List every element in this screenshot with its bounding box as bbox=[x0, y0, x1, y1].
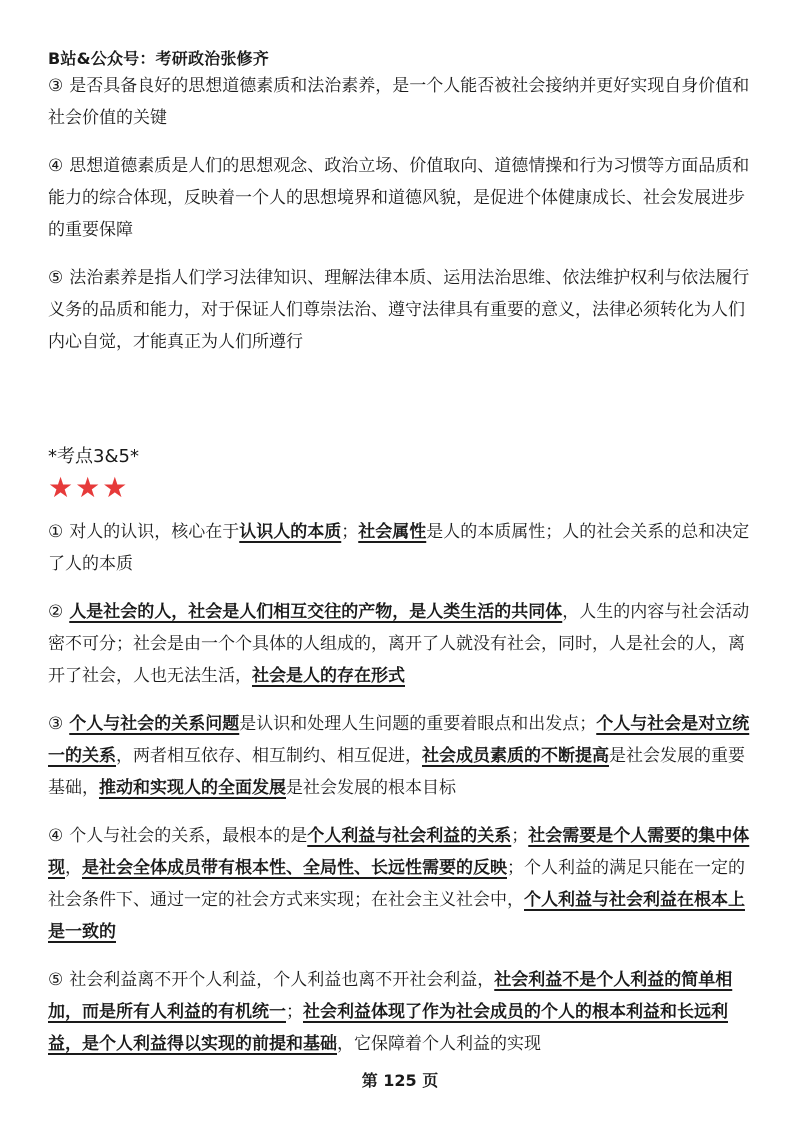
paragraph-text bbox=[48, 262, 758, 358]
key-phrase: 个人与社会的关系问题 bbox=[69, 714, 240, 734]
paragraph-top-4 bbox=[48, 150, 758, 246]
key-phrase: 是社会全体成员带有根本性、全局性、长远性需要的反映 bbox=[82, 858, 507, 878]
text-segment: ，人生的内容与社会活动密不可分；社会是由一个个具体的人组成的，离开了人就没有社会，同时，人是社会的人，离开了社会，人也无法生活， bbox=[48, 602, 750, 686]
text-segment: ； bbox=[286, 1002, 303, 1022]
key-phrase: 个人利益与社会利益的关系 bbox=[307, 826, 512, 846]
text-segment: 是社会发展的根本目标 bbox=[286, 778, 456, 798]
text-segment: 社会利益离不开个人利益，个人利益也离不开社会利益， bbox=[69, 970, 495, 990]
text-segment: 是否具备良好的思想道德素质和法治素养，是一个人能否被社会接纳并更好实现自身价值和社会价值的关键 bbox=[48, 76, 750, 128]
paragraph-top-5 bbox=[48, 262, 758, 358]
key-phrase: 社会需要是个人需要的集中体现 bbox=[48, 826, 750, 878]
star-rating-icon: ★★★ bbox=[48, 471, 130, 504]
section-title: *考点3&5* bbox=[48, 446, 139, 467]
point-1 bbox=[48, 516, 758, 580]
point-3 bbox=[48, 708, 758, 804]
key-phrase: 社会利益不是个人利益的简单相加，而是所有人利益的有机统一 bbox=[48, 970, 733, 1022]
text-segment: 对人的认识，核心在于 bbox=[69, 522, 240, 542]
item-number: ① bbox=[48, 522, 64, 542]
text-segment: ，它保障着个人利益的实现 bbox=[337, 1034, 541, 1054]
key-phrase: 个人利益与社会利益在根本上是一致的 bbox=[48, 890, 745, 942]
key-phrase: 认识人的本质 bbox=[239, 522, 342, 542]
paragraph-text bbox=[48, 708, 758, 804]
item-number: ③ bbox=[48, 714, 64, 734]
text-segment: 思想道德素质是人们的思想观念、政治立场、价值取向、道德情操和行为习惯等方面品质和能力的综合体现，反映着一个人的思想境界和道德风貌，是促进个体健康成长、社会发展进步的重要保障 bbox=[48, 156, 750, 240]
key-phrase: 个人与社会是对立统一的关系 bbox=[48, 714, 750, 766]
paragraph-text bbox=[48, 70, 758, 134]
text-segment: 法治素养是指人们学习法律知识、理解法律本质、运用法治思维、依法维护权利与依法履行义务的品质和能力，对于保证人们尊崇法治、遵守法律具有重要的意义，法律必须转化为人们内心自觉，才能真正为人们所遵行 bbox=[48, 268, 750, 352]
text-segment: ， bbox=[65, 858, 82, 878]
key-phrase: 社会成员素质的不断提高 bbox=[422, 746, 609, 766]
point-5 bbox=[48, 964, 758, 1060]
text-segment: 是认识和处理人生问题的重要着眼点和出发点； bbox=[239, 714, 597, 734]
paragraph-text bbox=[48, 516, 758, 580]
text-segment: ；个人利益的满足只能在一定的社会条件下、通过一定的社会方式来实现；在社会主义社会中， bbox=[48, 858, 745, 910]
text-segment: 是人的本质属性；人的社会关系的总和决定了人的本质 bbox=[48, 522, 750, 574]
point-2 bbox=[48, 596, 758, 692]
item-number: ③ bbox=[48, 76, 64, 96]
paragraph-text bbox=[48, 596, 758, 692]
text-segment: ； bbox=[511, 826, 529, 846]
key-phrase: 人是社会的人，社会是人们相互交往的产物，是人类生活的共同体 bbox=[69, 602, 563, 622]
item-number: ⑤ bbox=[48, 268, 64, 288]
text-segment: ； bbox=[341, 522, 359, 542]
text-segment: 是社会发展的重要基础， bbox=[48, 746, 745, 798]
paragraph-top-3 bbox=[48, 70, 758, 134]
source-header: B站&公众号：考研政治张修齐 bbox=[48, 49, 269, 68]
key-phrase: 社会是人的存在形式 bbox=[252, 666, 405, 686]
text-segment: 个人与社会的关系，最根本的是 bbox=[69, 826, 308, 846]
point-4 bbox=[48, 820, 758, 948]
key-phrase: 社会利益体现了作为社会成员的个人的根本利益和长远利益，是个人利益得以实现的前提和基础 bbox=[48, 1002, 728, 1054]
item-number: ④ bbox=[48, 156, 64, 176]
key-phrase: 推动和实现人的全面发展 bbox=[99, 778, 286, 798]
paragraph-text bbox=[48, 964, 758, 1060]
paragraph-text bbox=[48, 820, 758, 948]
key-phrase: 社会属性 bbox=[358, 522, 427, 542]
item-number: ⑤ bbox=[48, 970, 64, 990]
text-segment: ，两者相互依存、相互制约、相互促进， bbox=[116, 746, 422, 766]
paragraph-text bbox=[48, 150, 758, 246]
page-number: 第 125 页 bbox=[361, 1071, 439, 1090]
item-number: ④ bbox=[48, 826, 64, 846]
item-number: ② bbox=[48, 602, 64, 622]
